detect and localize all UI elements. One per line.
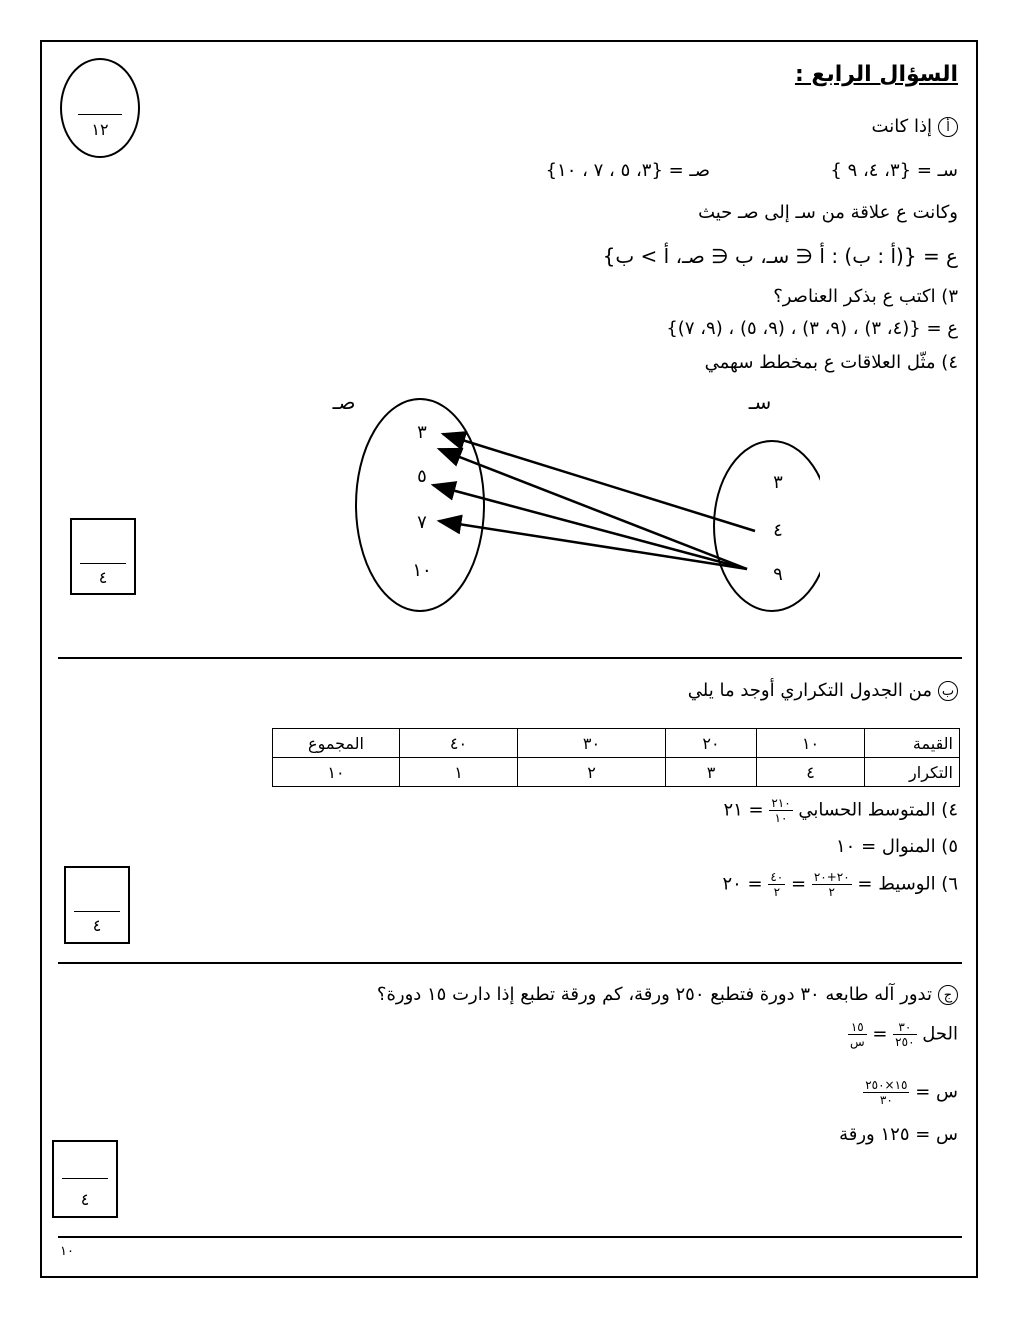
frequency-table: [272, 728, 960, 787]
table-cell: التكرار: [865, 758, 960, 787]
part-b-intro: [688, 680, 958, 701]
x-equals: س =: [915, 1081, 958, 1103]
table-cell: ٢٠: [666, 729, 757, 758]
arrow-diagram: [300, 385, 820, 620]
proportion-fraction-2: [848, 1020, 867, 1049]
table-cell: ١٠: [757, 729, 865, 758]
table-cell: ٢: [518, 758, 666, 787]
median-denominator-2: ٢: [773, 885, 781, 899]
median-result: = ٢٠: [722, 873, 763, 895]
table-row: [273, 729, 960, 758]
mean-numerator: ٢١٠: [771, 796, 791, 810]
part-a-score-box: [70, 518, 136, 595]
domain-element: ٤: [773, 520, 783, 541]
arrow-4-to-3: [443, 434, 755, 531]
table-cell: ١٠: [273, 758, 400, 787]
proportion-denominator-1: ٢٥٠: [895, 1035, 915, 1049]
footer-divider: [58, 1236, 962, 1238]
codomain-element: ٧: [417, 512, 427, 533]
page-frame: [40, 40, 978, 1278]
proportion-numerator-2: ١٥: [848, 1020, 867, 1035]
codomain-element: ٣: [417, 422, 427, 443]
domain-element: ٣: [773, 472, 783, 493]
arrow-9-to-3: [439, 449, 747, 569]
proportion-fraction-1: [893, 1020, 916, 1049]
part-c-badge: ج: [938, 985, 958, 1005]
domain-ellipse: [714, 441, 820, 611]
relation-definition: وكانت ع علاقة من سـ إلى صـ حيث: [698, 202, 958, 223]
part-a-badge: ﺃ: [938, 117, 958, 137]
median-label: ٦) الوسيط =: [857, 873, 958, 895]
part-c-score-box: [52, 1140, 118, 1218]
median-numerator-2: ٤٠: [770, 870, 784, 884]
part-a-intro-text: إذا كانت: [871, 116, 932, 137]
total-score-label: ١٢: [91, 120, 109, 139]
table-cell: ٤٠: [400, 729, 518, 758]
part-b-intro-text: من الجدول التكراري أوجد ما يلي: [687, 680, 932, 701]
part-c-score: ٤: [80, 1190, 90, 1209]
section-divider: [58, 962, 962, 964]
section-divider: [58, 657, 962, 659]
table-cell: ١: [400, 758, 518, 787]
proportion-numerator-1: ٣٠: [893, 1020, 916, 1035]
median-fraction-2: [768, 870, 785, 899]
relation-formula: ع = {(ﺃ : ب) : ﺃ ∈ سـ، ب ∈ صـ، ﺃ > ب}: [602, 244, 958, 268]
part-c-proportion: الحل $\frac{٣٠}{٢٥٠}$ = $\frac{١٥}{\text{س}}$: [849, 1020, 958, 1049]
median-denominator-1: ٢: [828, 885, 835, 899]
q3-answer: ع = {(٤، ٣) ، (٩، ٣) ، (٩، ٥) ، (٩، ٧)}: [666, 318, 958, 339]
codomain-element: ٥: [417, 466, 427, 487]
table-cell: ٣: [666, 758, 757, 787]
mean-label: ٤) المتوسط الحسابي: [798, 799, 958, 821]
table-cell: المجموع: [273, 729, 400, 758]
proportion-denominator-2: س: [849, 1035, 865, 1049]
median-numerator-1: ٢٠+٢٠: [813, 870, 850, 884]
set-y: صـ = {٣، ٥ ، ٧ ، ١٠}: [545, 160, 710, 181]
set-x: سـ = {٣، ٤، ٩ }: [830, 160, 958, 181]
table-cell: القيمة: [865, 729, 960, 758]
part-b-badge: ب: [938, 681, 958, 701]
x-fraction: [863, 1078, 909, 1107]
part-a-score: ٤: [98, 568, 108, 587]
domain-element: ٩: [773, 564, 783, 585]
part-c-question-text: تدور آله طابعه ٣٠ دورة فتطبع ٢٥٠ ورقة، كم ورقة تطبع إذا دارت ١٥ دورة؟: [376, 984, 932, 1005]
x-numerator: ١٥×٢٥٠: [865, 1078, 908, 1092]
part-c-answer: س = ١٢٥ ورقة: [839, 1124, 958, 1145]
part-b-score: ٤: [92, 916, 102, 935]
mean-denominator: ١٠: [774, 811, 788, 825]
mean-line: [723, 796, 958, 825]
table-cell: ٣٠: [518, 729, 666, 758]
solution-label: الحل: [922, 1023, 958, 1045]
codomain-element: ١٠: [412, 560, 432, 581]
q3-prompt: ٣) اكتب ع بذكر العناصر؟: [773, 286, 958, 307]
q4-prompt: ٤) مثّل العلاقات ع بمخطط سهمي: [704, 352, 958, 373]
page-number: ١٠: [60, 1244, 74, 1259]
x-denominator: ٣٠: [879, 1093, 893, 1107]
part-b-score-box: [64, 866, 130, 944]
table-row: [273, 758, 960, 787]
mode-line: ٥) المنوال = ١٠: [836, 836, 958, 857]
mean-result: = ٢١: [723, 799, 764, 821]
codomain-label: صـ: [332, 390, 356, 414]
part-a-intro: [872, 116, 958, 137]
total-score-oval: [60, 58, 140, 158]
domain-label: سـ: [748, 390, 772, 414]
table-cell: ٤: [757, 758, 865, 787]
mean-fraction: [769, 796, 792, 825]
part-c-question: [377, 984, 958, 1005]
question-title: السؤال الرابع :: [794, 62, 958, 87]
median-line: ٦) الوسيط = $\frac{٢٠+٢٠}{٢}$ = $\frac{٤٠}{٢}$ = ٢٠: [722, 870, 958, 899]
median-fraction-1: [812, 870, 852, 899]
part-c-x-equation: [863, 1078, 958, 1107]
